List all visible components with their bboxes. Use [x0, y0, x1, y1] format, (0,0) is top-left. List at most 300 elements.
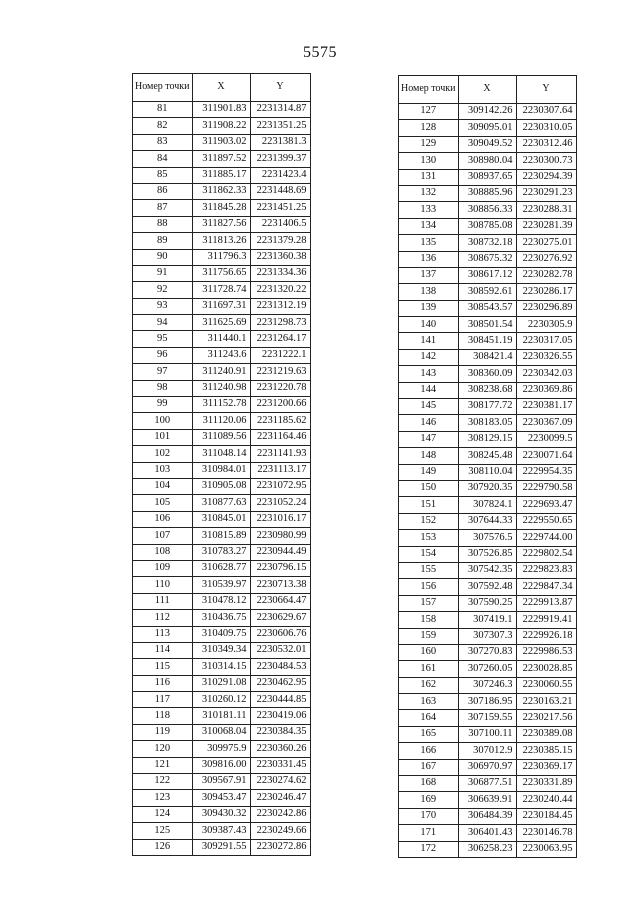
table-row [133, 610, 311, 626]
y-cell: 2230063.95 [516, 841, 576, 857]
point-number-header: Номер точки [133, 74, 193, 102]
x-cell: 307100.11 [458, 726, 516, 742]
y-cell: 2230288.31 [516, 202, 576, 218]
y-cell: 2231016.17 [250, 511, 310, 527]
table-row [133, 298, 311, 314]
x-cell: 311756.65 [192, 265, 250, 281]
table-row [399, 644, 577, 660]
x-cell: 308592.61 [458, 284, 516, 300]
point-number-cell: 129 [399, 136, 459, 152]
point-number-header: Номер точки [399, 76, 459, 104]
point-number-cell: 145 [399, 399, 459, 415]
x-cell: 308501.54 [458, 317, 516, 333]
y-cell: 2230249.66 [250, 823, 310, 839]
point-number-cell: 138 [399, 284, 459, 300]
table-row [399, 333, 577, 349]
table-header-row [399, 76, 577, 104]
table-row [133, 659, 311, 675]
table-row [133, 790, 311, 806]
table-row [399, 694, 577, 710]
point-number-cell: 131 [399, 169, 459, 185]
table-row [399, 841, 577, 857]
point-number-cell: 122 [133, 774, 193, 790]
point-number-cell: 136 [399, 251, 459, 267]
y-cell: 2231448.69 [250, 183, 310, 199]
x-cell: 311885.17 [192, 167, 250, 183]
x-cell: 307542.35 [458, 562, 516, 578]
x-header: X [192, 74, 250, 102]
y-cell: 2230381.17 [516, 399, 576, 415]
y-cell: 2231052.24 [250, 495, 310, 511]
y-cell: 2231264.17 [250, 331, 310, 347]
table-header-row [133, 74, 311, 102]
point-number-cell: 89 [133, 233, 193, 249]
x-cell: 308110.04 [458, 464, 516, 480]
table-row [133, 216, 311, 232]
x-cell: 307159.55 [458, 710, 516, 726]
point-number-cell: 153 [399, 530, 459, 546]
point-number-cell: 81 [133, 102, 193, 118]
y-cell: 2230294.39 [516, 169, 576, 185]
x-cell: 309049.52 [458, 136, 516, 152]
x-cell: 310877.63 [192, 495, 250, 511]
point-number-cell: 82 [133, 118, 193, 134]
y-cell: 2229986.53 [516, 644, 576, 660]
y-cell: 2230146.78 [516, 825, 576, 841]
x-cell: 310291.08 [192, 675, 250, 691]
x-cell: 310314.15 [192, 659, 250, 675]
x-cell: 308451.19 [458, 333, 516, 349]
table-row [399, 497, 577, 513]
table-row [133, 593, 311, 609]
x-cell: 311089.56 [192, 429, 250, 445]
y-cell: 2230484.53 [250, 659, 310, 675]
y-cell: 2231314.87 [250, 102, 310, 118]
table-row [399, 202, 577, 218]
point-number-cell: 90 [133, 249, 193, 265]
table-row [399, 431, 577, 447]
y-cell: 2231141.93 [250, 446, 310, 462]
point-number-cell: 118 [133, 708, 193, 724]
y-cell: 2231381.3 [250, 134, 310, 150]
x-cell: 306639.91 [458, 792, 516, 808]
table-row [133, 118, 311, 134]
point-number-cell: 110 [133, 577, 193, 593]
table-row [133, 626, 311, 642]
table-row [133, 823, 311, 839]
y-cell: 2230796.15 [250, 560, 310, 576]
point-number-cell: 103 [133, 462, 193, 478]
point-number-cell: 164 [399, 710, 459, 726]
point-number-cell: 142 [399, 349, 459, 365]
point-number-cell: 120 [133, 741, 193, 757]
y-cell: 2230240.44 [516, 792, 576, 808]
point-number-cell: 85 [133, 167, 193, 183]
point-number-cell: 160 [399, 644, 459, 660]
y-cell: 2230296.89 [516, 300, 576, 316]
x-cell: 310815.89 [192, 528, 250, 544]
y-cell: 2231320.22 [250, 282, 310, 298]
x-cell: 311048.14 [192, 446, 250, 462]
x-cell: 311827.56 [192, 216, 250, 232]
y-cell: 2231113.17 [250, 462, 310, 478]
y-cell: 2230326.55 [516, 349, 576, 365]
x-cell: 310436.75 [192, 610, 250, 626]
table-row [133, 724, 311, 740]
point-number-cell: 150 [399, 480, 459, 496]
y-cell: 2230462.95 [250, 675, 310, 691]
point-number-cell: 171 [399, 825, 459, 841]
y-cell: 2231406.5 [250, 216, 310, 232]
point-number-cell: 152 [399, 513, 459, 529]
x-cell: 307246.3 [458, 677, 516, 693]
y-cell: 2230664.47 [250, 593, 310, 609]
table-row [133, 511, 311, 527]
x-cell: 308238.68 [458, 382, 516, 398]
table-row [133, 151, 311, 167]
x-cell: 309430.32 [192, 806, 250, 822]
y-cell: 2231334.36 [250, 265, 310, 281]
y-cell: 2231220.78 [250, 380, 310, 396]
y-cell: 2230369.17 [516, 759, 576, 775]
x-cell: 311897.52 [192, 151, 250, 167]
table-row [133, 200, 311, 216]
table-row [133, 183, 311, 199]
table-row [133, 331, 311, 347]
y-cell: 2231219.63 [250, 364, 310, 380]
x-cell: 308543.57 [458, 300, 516, 316]
y-cell: 2230629.67 [250, 610, 310, 626]
x-cell: 308177.72 [458, 399, 516, 415]
y-cell: 2230275.01 [516, 235, 576, 251]
table-row [133, 757, 311, 773]
x-cell: 309142.26 [458, 104, 516, 120]
x-cell: 309387.43 [192, 823, 250, 839]
point-number-cell: 140 [399, 317, 459, 333]
table-row [399, 120, 577, 136]
y-header: Y [516, 76, 576, 104]
point-number-cell: 113 [133, 626, 193, 642]
x-cell: 309291.55 [192, 839, 250, 855]
point-number-cell: 84 [133, 151, 193, 167]
x-cell: 307307.3 [458, 628, 516, 644]
point-number-cell: 125 [133, 823, 193, 839]
table-row [399, 825, 577, 841]
y-cell: 2231379.28 [250, 233, 310, 249]
x-cell: 306970.97 [458, 759, 516, 775]
point-number-cell: 132 [399, 185, 459, 201]
y-cell: 2230444.85 [250, 692, 310, 708]
point-number-cell: 135 [399, 235, 459, 251]
x-cell: 311813.26 [192, 233, 250, 249]
table-row [133, 528, 311, 544]
x-cell: 307590.25 [458, 595, 516, 611]
coordinates-table-right [398, 75, 577, 858]
point-number-cell: 121 [133, 757, 193, 773]
point-number-cell: 170 [399, 808, 459, 824]
table-row [399, 366, 577, 382]
table-row [133, 642, 311, 658]
point-number-cell: 130 [399, 153, 459, 169]
point-number-cell: 137 [399, 267, 459, 283]
y-cell: 2229926.18 [516, 628, 576, 644]
point-number-cell: 133 [399, 202, 459, 218]
y-cell: 2229954.35 [516, 464, 576, 480]
x-cell: 311240.91 [192, 364, 250, 380]
x-cell: 311152.78 [192, 397, 250, 413]
x-cell: 309816.00 [192, 757, 250, 773]
point-number-cell: 119 [133, 724, 193, 740]
table-row [133, 741, 311, 757]
x-cell: 308980.04 [458, 153, 516, 169]
y-cell: 2230331.89 [516, 776, 576, 792]
y-cell: 2230360.26 [250, 741, 310, 757]
table-row [399, 349, 577, 365]
point-number-cell: 117 [133, 692, 193, 708]
y-cell: 2229919.41 [516, 612, 576, 628]
x-cell: 307012.9 [458, 743, 516, 759]
table-row [399, 726, 577, 742]
x-cell: 308732.18 [458, 235, 516, 251]
point-number-cell: 93 [133, 298, 193, 314]
x-cell: 311697.31 [192, 298, 250, 314]
x-cell: 310409.75 [192, 626, 250, 642]
point-number-cell: 157 [399, 595, 459, 611]
x-cell: 310628.77 [192, 560, 250, 576]
table-row [399, 169, 577, 185]
y-cell: 2230272.86 [250, 839, 310, 855]
table-row [399, 464, 577, 480]
point-number-cell: 148 [399, 448, 459, 464]
x-cell: 311903.02 [192, 134, 250, 150]
x-cell: 311901.83 [192, 102, 250, 118]
x-cell: 307270.83 [458, 644, 516, 660]
point-number-cell: 143 [399, 366, 459, 382]
point-number-cell: 102 [133, 446, 193, 462]
y-cell: 2230286.17 [516, 284, 576, 300]
x-cell: 309095.01 [458, 120, 516, 136]
x-cell: 308885.96 [458, 185, 516, 201]
coordinates-table-left [132, 73, 311, 856]
point-number-cell: 107 [133, 528, 193, 544]
point-number-cell: 96 [133, 347, 193, 363]
table-row [399, 677, 577, 693]
point-number-cell: 161 [399, 661, 459, 677]
x-cell: 309567.91 [192, 774, 250, 790]
point-number-cell: 172 [399, 841, 459, 857]
y-cell: 2231360.38 [250, 249, 310, 265]
point-number-cell: 139 [399, 300, 459, 316]
y-cell: 2231451.25 [250, 200, 310, 216]
table-row [399, 792, 577, 808]
y-cell: 2231072.95 [250, 478, 310, 494]
y-cell: 2230385.15 [516, 743, 576, 759]
point-number-cell: 115 [133, 659, 193, 675]
x-cell: 311440.1 [192, 331, 250, 347]
x-cell: 308360.09 [458, 366, 516, 382]
table-row [399, 415, 577, 431]
y-cell: 2231351.25 [250, 118, 310, 134]
y-cell: 2230246.47 [250, 790, 310, 806]
y-cell: 2230384.35 [250, 724, 310, 740]
table-row [133, 265, 311, 281]
page-number: 5575 [303, 44, 337, 61]
point-number-cell: 87 [133, 200, 193, 216]
y-cell: 2230606.76 [250, 626, 310, 642]
x-cell: 311796.3 [192, 249, 250, 265]
y-cell: 2230099.5 [516, 431, 576, 447]
table-row [399, 218, 577, 234]
point-number-cell: 147 [399, 431, 459, 447]
point-number-cell: 83 [133, 134, 193, 150]
point-number-cell: 162 [399, 677, 459, 693]
y-cell: 2230944.49 [250, 544, 310, 560]
table-row [133, 397, 311, 413]
table-row [133, 167, 311, 183]
x-header: X [458, 76, 516, 104]
x-cell: 311908.22 [192, 118, 250, 134]
y-cell: 2230071.64 [516, 448, 576, 464]
y-cell: 2230276.92 [516, 251, 576, 267]
y-cell: 2229802.54 [516, 546, 576, 562]
point-number-cell: 167 [399, 759, 459, 775]
table-row [133, 806, 311, 822]
x-cell: 306484.39 [458, 808, 516, 824]
table-row [399, 317, 577, 333]
table-row [133, 708, 311, 724]
table-row [133, 692, 311, 708]
x-cell: 310539.97 [192, 577, 250, 593]
point-number-cell: 154 [399, 546, 459, 562]
table-row [399, 595, 577, 611]
y-cell: 2230291.23 [516, 185, 576, 201]
y-cell: 2230060.55 [516, 677, 576, 693]
x-cell: 308245.48 [458, 448, 516, 464]
x-cell: 311120.06 [192, 413, 250, 429]
y-cell: 2230342.03 [516, 366, 576, 382]
x-cell: 308856.33 [458, 202, 516, 218]
table-row [133, 462, 311, 478]
point-number-cell: 158 [399, 612, 459, 628]
y-cell: 2231399.37 [250, 151, 310, 167]
y-cell: 2230242.86 [250, 806, 310, 822]
table-row [399, 808, 577, 824]
y-cell: 2229790.58 [516, 480, 576, 496]
point-number-cell: 155 [399, 562, 459, 578]
x-cell: 311625.69 [192, 315, 250, 331]
x-cell: 310260.12 [192, 692, 250, 708]
point-number-cell: 149 [399, 464, 459, 480]
point-number-cell: 141 [399, 333, 459, 349]
x-cell: 307186.95 [458, 694, 516, 710]
table-row [399, 530, 577, 546]
x-cell: 308675.32 [458, 251, 516, 267]
table-row [133, 429, 311, 445]
table-row [399, 480, 577, 496]
x-cell: 310984.01 [192, 462, 250, 478]
x-cell: 310478.12 [192, 593, 250, 609]
table-row [399, 267, 577, 283]
point-number-cell: 126 [133, 839, 193, 855]
x-cell: 311240.98 [192, 380, 250, 396]
x-cell: 306401.43 [458, 825, 516, 841]
table-row [399, 776, 577, 792]
point-number-cell: 92 [133, 282, 193, 298]
table-row [399, 235, 577, 251]
x-cell: 307260.05 [458, 661, 516, 677]
x-cell: 307526.85 [458, 546, 516, 562]
y-cell: 2230217.56 [516, 710, 576, 726]
table-row [133, 495, 311, 511]
x-cell: 307592.48 [458, 579, 516, 595]
x-cell: 308785.08 [458, 218, 516, 234]
point-number-cell: 106 [133, 511, 193, 527]
point-number-cell: 151 [399, 497, 459, 513]
table-row [399, 300, 577, 316]
x-cell: 308129.15 [458, 431, 516, 447]
point-number-cell: 156 [399, 579, 459, 595]
y-cell: 2229823.83 [516, 562, 576, 578]
y-cell: 2231185.62 [250, 413, 310, 429]
table-row [399, 710, 577, 726]
point-number-cell: 104 [133, 478, 193, 494]
x-cell: 311243.6 [192, 347, 250, 363]
x-cell: 309975.9 [192, 741, 250, 757]
point-number-cell: 101 [133, 429, 193, 445]
x-cell: 307419.1 [458, 612, 516, 628]
x-cell: 310905.08 [192, 478, 250, 494]
point-number-cell: 127 [399, 104, 459, 120]
table-row [399, 743, 577, 759]
y-cell: 2230274.62 [250, 774, 310, 790]
point-number-cell: 105 [133, 495, 193, 511]
point-number-cell: 168 [399, 776, 459, 792]
table-row [133, 380, 311, 396]
y-cell: 2230310.05 [516, 120, 576, 136]
y-cell: 2230300.73 [516, 153, 576, 169]
x-cell: 310068.04 [192, 724, 250, 740]
point-number-cell: 86 [133, 183, 193, 199]
y-cell: 2230367.09 [516, 415, 576, 431]
point-number-cell: 98 [133, 380, 193, 396]
table-row [133, 478, 311, 494]
table-row [133, 774, 311, 790]
y-header: Y [250, 74, 310, 102]
point-number-cell: 146 [399, 415, 459, 431]
y-cell: 2231200.66 [250, 397, 310, 413]
table-row [399, 612, 577, 628]
y-cell: 2230331.45 [250, 757, 310, 773]
y-cell: 2230184.45 [516, 808, 576, 824]
y-cell: 2230281.39 [516, 218, 576, 234]
point-number-cell: 112 [133, 610, 193, 626]
table-row [133, 249, 311, 265]
table-row [399, 546, 577, 562]
y-cell: 2230028.85 [516, 661, 576, 677]
table-row [399, 759, 577, 775]
y-cell: 2230980.99 [250, 528, 310, 544]
x-cell: 308617.12 [458, 267, 516, 283]
y-cell: 2231312.19 [250, 298, 310, 314]
table-row [133, 446, 311, 462]
table-row [133, 315, 311, 331]
table-row [133, 675, 311, 691]
table-row [399, 382, 577, 398]
point-number-cell: 108 [133, 544, 193, 560]
x-cell: 307644.33 [458, 513, 516, 529]
x-cell: 306877.51 [458, 776, 516, 792]
x-cell: 311862.33 [192, 183, 250, 199]
